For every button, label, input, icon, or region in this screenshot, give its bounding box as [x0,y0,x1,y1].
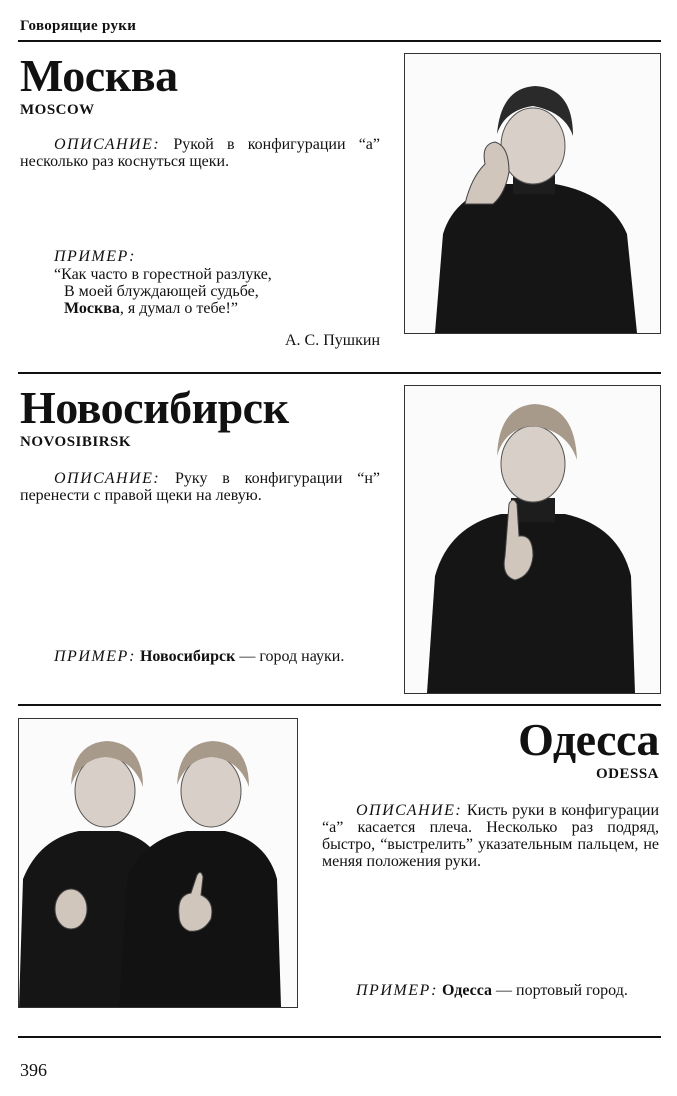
description-label: ОПИСАНИЕ: [54,470,161,487]
description-label: ОПИСАНИЕ: [54,136,161,153]
page-number: 396 [20,1060,47,1080]
quote-line-1: “Как часто в горестной разлуке, [54,266,272,283]
entry-description-moscow [20,136,380,170]
quote-line-3 [54,300,384,317]
section-rule-2 [18,704,661,706]
example-text: — город науки. [235,648,345,665]
signer-figure-sequence [19,719,297,1007]
example-label: ПРИМЕР: [54,248,136,265]
quote-line-2: В моей блуждающей судьбе, [64,283,259,300]
entry-subtitle-novosibirsk: NOVOSIBIRSK [20,434,132,450]
entry-title-odessa: Одесса [518,714,659,765]
footer-rule [18,1036,661,1038]
entry-description-odessa [322,802,659,870]
quote-line-3-rest: , я думал о тебе!” [119,300,238,317]
example-bold-word: Одесса [441,982,493,999]
entry-title-moscow: Москва [20,50,178,101]
sign-photo-novosibirsk [404,385,661,694]
example-bold-word: Новосибирск [139,648,236,665]
entry-title-novosibirsk: Новосибирск [20,382,289,433]
description-text: Рукой в конфигурации “а” несколько раз коснуться щеки. [20,136,380,170]
header-rule [18,40,661,42]
example-quote-moscow [54,266,384,317]
entry-example-odessa [322,982,659,999]
section-rule-1 [18,372,661,374]
description-label: ОПИСАНИЕ: [356,802,463,819]
description-text: Руку в конфигурации “н” перенести с правой щеки на левую. [20,470,381,504]
example-label: ПРИМЕР: [356,982,438,999]
quote-bold-word: Москва [64,300,120,317]
entry-subtitle-moscow: MOSCOW [20,102,95,118]
sign-photo-moscow [404,53,661,334]
signer-figure [405,386,660,693]
sign-photo-odessa [18,718,298,1008]
quote-author: А. С. Пушкин [285,332,380,349]
signer-figure [405,54,660,333]
example-text: — портовый город. [492,982,628,999]
description-text: Кисть руки в конфигурации “а” касается плеча. Несколько раз подряд, быстро, “выстрелить” указательным пальцем, не меняя положения руки. [322,802,660,870]
entry-example-moscow [20,248,380,265]
running-head: Говорящие руки [20,18,137,34]
entry-example-novosibirsk [20,648,380,665]
entry-description-novosibirsk [20,470,380,504]
entry-subtitle-odessa: ODESSA [595,766,659,782]
example-label: ПРИМЕР: [54,648,136,665]
